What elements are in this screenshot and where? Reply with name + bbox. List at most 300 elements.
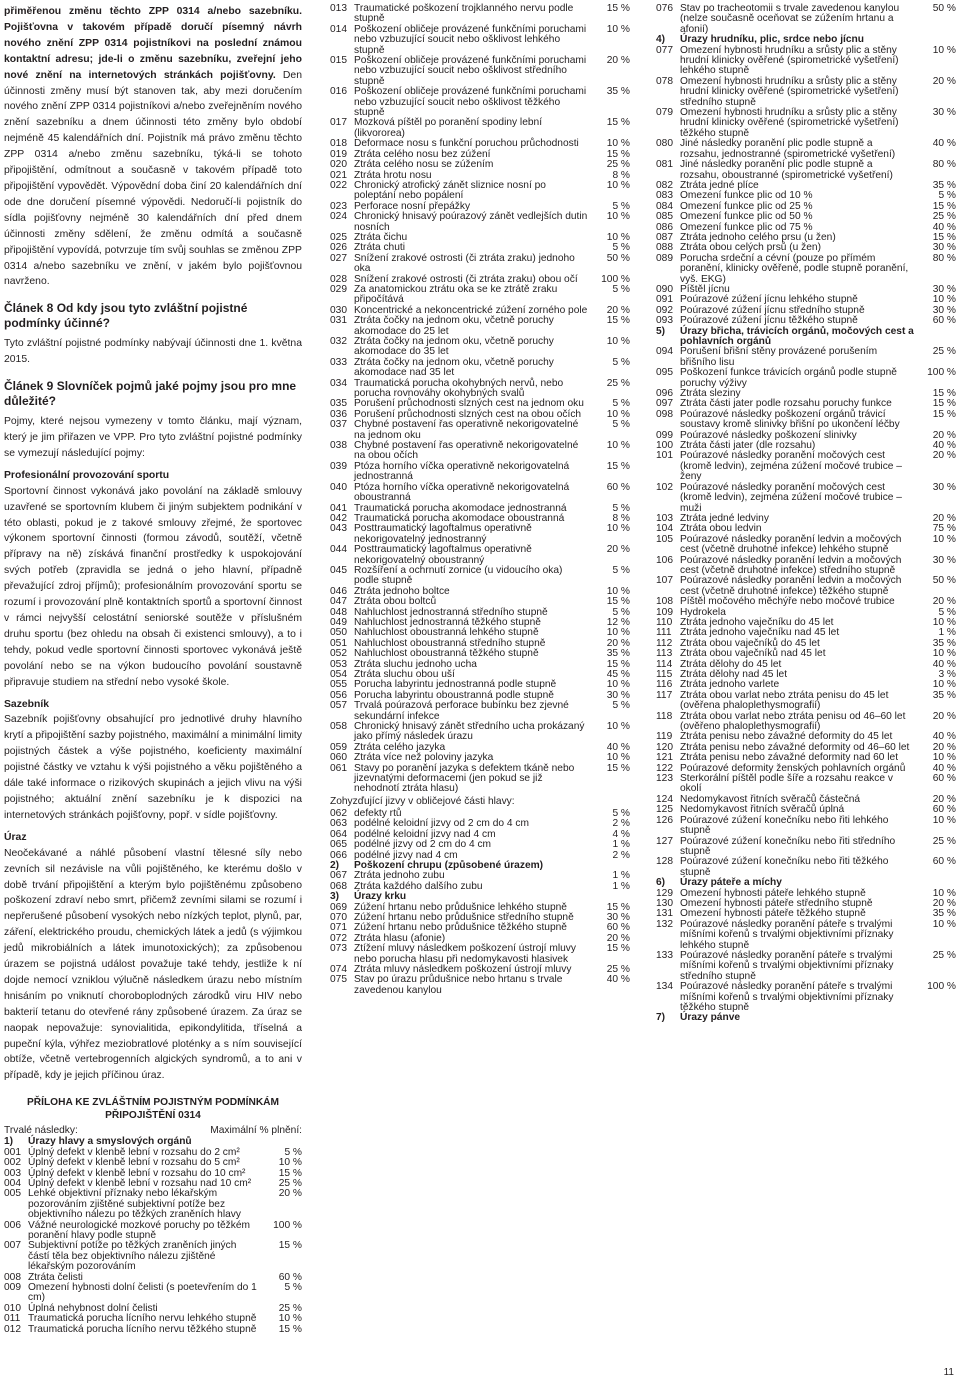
item-number: 132 [656, 918, 673, 930]
list-item [330, 118, 630, 139]
term-professional-sport-text: Sportovní činnost vykonává jako povolání na základě smlouvy uzavřené se sportovním klubem či jiným subjektem podnikání v této oblasti, pokud je z takové smlouvy zřejmé, že sportovec výkonem sportovní činnosti (formou závodů, soutěží, včetně přípravy na ně) získává finanční prostředky k uspokojování svých potřeb (zpravidla se jedná o jeho hlavní, případně převažující zdroj příjmů); profesionálním provozování sportu se rozumí i provozování plně kontaktních sportů a sportovní činnost v rámci nejvyšší celostátní seniorské soutěže v příslušném druhu sportu (bez ohledu na obsah či existenci smlouvy), a to i tehdy, pokud vedle sportovní činnosti sportovec vykonává ještě povolání nebo se na výkon budoucího povolání soustavně připravuje studiem na střední nebo vysoké škole. [4, 485, 302, 688]
item-text: Chronický hnisavý poúrazový zánět vedlejších dutin nosních [354, 211, 588, 233]
item-number: 034 [330, 377, 347, 389]
item-text: Ztížení mluvy následkem poškození ústrojí mluvy nebo porucha hlasu při nedomykavosti hlasivek [354, 943, 576, 965]
item-number: 093 [656, 315, 673, 327]
injury-list [656, 347, 956, 878]
item-number: 062 [330, 807, 347, 819]
section-number: 5) [656, 325, 666, 337]
item-percent: 45 % [606, 669, 630, 680]
item-number: 067 [330, 870, 347, 882]
item-percent: 20 % [932, 793, 956, 805]
injury-list [4, 1148, 302, 1335]
item-text: Porušení průchodnosti slzných cest na jednom oku [354, 398, 584, 410]
item-number: 117 [656, 689, 673, 701]
item-number: 075 [330, 974, 347, 986]
item-number: 059 [330, 741, 347, 753]
item-number: 060 [330, 752, 347, 764]
item-percent: 10 % [606, 23, 630, 35]
list-item [330, 764, 630, 795]
item-number: 008 [4, 1271, 21, 1283]
item-percent: 10 % [278, 1157, 302, 1169]
item-text: Porucha labyrintu oboustranná podle stupně [354, 689, 554, 701]
item-number: 004 [4, 1177, 21, 1189]
item-number: 104 [656, 523, 673, 535]
item-number: 040 [330, 481, 347, 493]
item-number: 064 [330, 828, 347, 840]
item-percent: 15 % [606, 658, 630, 670]
item-text: Jiné následky poranění plic podle stupně a rozsahu, oboustranné (spirometrické vyšetření) [680, 159, 893, 181]
page-number: 11 [943, 1367, 954, 1378]
list-item [330, 379, 630, 400]
list-item [330, 181, 630, 202]
item-number: 019 [330, 148, 347, 160]
item-number: 088 [656, 242, 673, 254]
list-item [330, 316, 630, 337]
list-item [656, 160, 956, 181]
injury-list [330, 903, 630, 997]
item-number: 051 [330, 637, 347, 649]
item-percent: 50 % [932, 3, 956, 14]
section-label: Úrazy hrudníku, plic, srdce nebo jícnu [680, 34, 864, 46]
item-percent: 40 % [932, 658, 956, 670]
item-text: Ztráta více než poloviny jazyka [354, 752, 494, 764]
item-number: 052 [330, 648, 347, 660]
item-text: Ztráta obou ledvin [680, 523, 762, 535]
item-number: 043 [330, 523, 347, 535]
item-text: Ztráta jedné ledviny [680, 512, 769, 524]
item-percent: 10 % [606, 336, 630, 347]
item-number: 065 [330, 839, 347, 851]
item-text: Úplný defekt v klenbě lební v rozsahu do 5 cm² [28, 1157, 240, 1169]
item-percent: 15 % [606, 943, 630, 955]
item-number: 014 [330, 23, 347, 35]
item-number: 007 [4, 1240, 21, 1252]
item-number: 110 [656, 616, 673, 628]
item-number: 066 [330, 849, 347, 861]
item-text: Vážné neurologické mozkové poruchy po těžkém poranění hlavy podle stupně [28, 1219, 250, 1241]
list-item [656, 108, 956, 139]
item-number: 121 [656, 752, 673, 764]
item-percent: 5 % [612, 700, 630, 712]
item-number: 123 [656, 773, 673, 785]
list-item [656, 774, 956, 795]
item-percent: 15 % [278, 1167, 302, 1179]
item-percent: 1 % [938, 627, 956, 639]
item-number: 080 [656, 138, 673, 150]
list-item [330, 420, 630, 441]
item-percent: 40 % [932, 731, 956, 743]
term-sazebnik-text: Sazebník pojišťovny obsahující pro jednotlivé druhy hlavního krytí a připojištění sazby pojistného, maximální a minimální limity pojistných částek a výše pojistného, koeficienty maximální pojistné částky ve vztahu k výši pojistného a věku pojištěného a dále také informace o rizikových skupinách a jejich vlivu na výši pojistného; aktuální znění sazebníku je k dispozici na internetových stránkách pojišťovny, popř. v sídle pojišťovny. [4, 714, 302, 821]
item-percent: 25 % [278, 1302, 302, 1314]
item-number: 095 [656, 367, 673, 379]
item-percent: 5 % [612, 419, 630, 431]
item-number: 120 [656, 741, 673, 753]
item-number: 072 [330, 932, 347, 944]
item-number: 057 [330, 700, 347, 712]
list-item [656, 951, 956, 982]
item-number: 133 [656, 949, 673, 961]
column-right [656, 4, 956, 1024]
item-number: 003 [4, 1167, 21, 1179]
item-text: Omezení hybnosti dolní čelisti (s poetevřením do 1 cm) [28, 1281, 257, 1304]
item-percent: 4 % [612, 828, 630, 840]
item-number: 103 [656, 512, 673, 524]
list-item [656, 712, 956, 733]
item-number: 028 [330, 273, 347, 285]
item-percent: 20 % [932, 75, 956, 87]
item-text: Omezení funkce plic od 25 % [680, 200, 813, 212]
item-number: 048 [330, 606, 347, 618]
section-label: Úrazy páteře a míchy [680, 877, 782, 889]
item-percent: 10 % [932, 679, 956, 691]
item-number: 112 [656, 637, 673, 649]
item-percent: 30 % [932, 481, 956, 493]
column-middle [330, 4, 630, 996]
item-number: 073 [330, 943, 347, 955]
item-text: Ptóza horního víčka operativně nekorigovatelná jednostranná [354, 460, 570, 483]
item-percent: 10 % [606, 721, 630, 733]
item-number: 032 [330, 336, 347, 347]
item-number: 010 [4, 1302, 21, 1314]
item-number: 042 [330, 512, 347, 524]
section-heading [330, 892, 630, 902]
item-percent: 25 % [932, 346, 956, 358]
item-number: 085 [656, 211, 673, 223]
item-percent: 20 % [932, 512, 956, 524]
item-text: Subjektivní potíže po těžkých zraněních jiných částí těla bez objektivního nálezu zjištěné lékařským pozorováním [28, 1240, 237, 1273]
item-percent: 20 % [932, 429, 956, 441]
list-item [656, 77, 956, 108]
item-number: 009 [4, 1281, 21, 1293]
item-percent: 60 % [932, 804, 956, 816]
item-number: 077 [656, 44, 673, 56]
list-item [330, 25, 630, 56]
item-text: Zúžení hrtanu nebo průdušnice těžkého stupně [354, 922, 567, 934]
item-number: 094 [656, 346, 673, 358]
item-percent: 30 % [932, 554, 956, 566]
item-text: Poúrazové následky poranění páteře s trvalými míšními kořenů s trvalými objektivními příznaky středního stupně [680, 949, 894, 982]
item-number: 116 [656, 679, 673, 691]
item-text: Ztráta hlasu (afonie) [354, 932, 446, 944]
item-text: Trvalá poúrazová perforace bubínku bez zjevné sekundární infekce [354, 700, 569, 722]
item-text: Ztráta dělohy nad 45 let [680, 669, 788, 680]
item-number: 068 [330, 880, 347, 892]
list-item [330, 254, 630, 275]
item-number: 091 [656, 294, 673, 306]
item-percent: 15 % [932, 408, 956, 420]
item-number: 113 [656, 648, 673, 660]
item-percent: 5 % [612, 200, 630, 212]
item-percent: 30 % [606, 911, 630, 923]
item-percent: 15 % [606, 3, 630, 14]
item-percent: 5 % [284, 1146, 302, 1158]
item-number: 078 [656, 75, 673, 87]
item-text: Ztráta jednoho boltce [354, 585, 450, 597]
item-text: Poúrazové následky poranění páteře s trvalými míšními kořenů s trvalými objektivními příznaky těžkého stupně [680, 981, 894, 1013]
list-item [4, 1189, 302, 1220]
item-text: Omezení hybnosti páteře těžkého stupně [680, 908, 866, 920]
list-item [656, 347, 956, 368]
list-item [656, 254, 956, 285]
item-text: Rozšíření a ochrnutí zornice (u vidoucího oka) podle stupně [354, 564, 563, 587]
item-number: 038 [330, 440, 347, 452]
item-percent: 15 % [606, 148, 630, 160]
section-number: 3) [330, 891, 340, 903]
item-number: 084 [656, 200, 673, 212]
item-percent: 30 % [932, 107, 956, 119]
injury-list [330, 871, 630, 892]
item-number: 119 [656, 731, 673, 743]
item-number: 100 [656, 440, 673, 452]
term-sazebnik: Sazebník [4, 698, 50, 710]
item-text: Úplný defekt v klenbě lební v rozsahu nad 10 cm² [28, 1177, 252, 1189]
item-text: Nahluchlost oboustranná lehkého stupně [354, 627, 539, 639]
item-number: 012 [4, 1323, 21, 1335]
item-percent: 35 % [932, 908, 956, 920]
item-percent: 20 % [932, 897, 956, 909]
item-text: Ztráta chuti [354, 242, 405, 254]
item-text: Poškození obličeje provázené funkčními poruchami nebo vzbuzující soucit nebo ošklivost středního stupně [354, 55, 587, 87]
item-number: 006 [4, 1219, 21, 1231]
item-text: Poúrazové zúžení jícnu těžkého stupně [680, 315, 858, 327]
item-percent: 30 % [932, 242, 956, 254]
item-text: Porušení průchodnosti slzných cest na obou očích [354, 408, 582, 420]
item-number: 037 [330, 419, 347, 431]
item-number: 131 [656, 908, 673, 920]
item-text: Ztráta obou vaječníků do 45 let [680, 637, 820, 649]
item-percent: 35 % [606, 648, 630, 660]
item-text: Perforace nosní přepážky [354, 200, 471, 212]
list-item [330, 722, 630, 743]
item-percent: 10 % [606, 138, 630, 150]
item-percent: 15 % [932, 398, 956, 410]
item-number: 024 [330, 211, 347, 223]
item-text: Ztráta jednoho vaječníku nad 45 let [680, 627, 840, 639]
injury-list [656, 4, 956, 35]
item-percent: 75 % [932, 523, 956, 535]
list-item [656, 139, 956, 160]
item-number: 101 [656, 450, 673, 462]
item-percent: 60 % [606, 481, 630, 493]
item-percent: 10 % [932, 44, 956, 56]
item-number: 030 [330, 304, 347, 316]
item-percent: 5 % [612, 807, 630, 819]
item-number: 092 [656, 304, 673, 316]
item-percent: 8 % [612, 512, 630, 524]
item-number: 099 [656, 429, 673, 441]
item-number: 035 [330, 398, 347, 410]
item-number: 063 [330, 818, 347, 830]
item-percent: 12 % [606, 616, 630, 628]
list-item [330, 975, 630, 996]
item-percent: 20 % [606, 55, 630, 67]
item-number: 097 [656, 398, 673, 410]
item-percent: 100 % [927, 981, 956, 993]
item-percent: 10 % [606, 752, 630, 764]
list-item [656, 46, 956, 77]
list-item [4, 1221, 302, 1242]
list-item [4, 1325, 302, 1335]
item-text: Traumatická porucha akomodace jednostranná [354, 502, 567, 514]
list-item [656, 857, 956, 878]
item-text: Ptóza horního víčka operativně nekorigovatelná oboustranná [354, 481, 570, 504]
item-text: Píštěl jícnu [680, 283, 730, 295]
section-number: 6) [656, 877, 666, 889]
item-number: 130 [656, 897, 673, 909]
item-percent: 10 % [932, 918, 956, 930]
item-percent: 50 % [932, 575, 956, 587]
item-number: 001 [4, 1146, 21, 1158]
item-percent: 20 % [606, 544, 630, 556]
item-text: Omezení hybnosti páteře lehkého stupně [680, 887, 866, 899]
item-text: Poúrazové následky poranění močových cest (kromě ledvin), zejména zúžení močové trubice – ženy [680, 450, 902, 483]
item-percent: 5 % [612, 502, 630, 514]
list-item [656, 212, 956, 222]
item-number: 053 [330, 658, 347, 670]
item-number: 079 [656, 107, 673, 119]
item-text: Hydrokela [680, 606, 726, 618]
item-number: 054 [330, 669, 347, 680]
item-percent: 20 % [932, 450, 956, 462]
item-number: 046 [330, 585, 347, 597]
item-number: 016 [330, 86, 347, 98]
item-text: Nedomykavost řitních svěračů částečná [680, 793, 861, 805]
term-uraz: Úraz [4, 831, 27, 843]
list-item [330, 840, 630, 850]
item-text: Snížení zrakové ostrosti (či ztráta zraku) obou očí [354, 273, 578, 285]
article-9-text: Pojmy, které nejsou vymezeny v tomto článku, mají význam, který je jim přiřazen ve VPP. Pro tyto zvláštní pojistné podmínky se vymezují následující pojmy: [4, 416, 302, 459]
item-text: Omezení hybnosti páteře středního stupně [680, 897, 873, 909]
item-text: Ztráta jednoho varlete [680, 679, 780, 691]
item-percent: 5 % [612, 356, 630, 368]
item-text: Lehké objektivní příznaky nebo lékařským pozorováním zjištěné subjektivní potíže bez objektivního nálezu po těžkých zraněních hlavy [28, 1188, 241, 1221]
item-percent: 5 % [612, 242, 630, 254]
item-percent: 20 % [606, 304, 630, 316]
item-percent: 10 % [278, 1313, 302, 1325]
intro-text: Den účinnosti změny musí být stanoven tak, aby mezi doručením nového znění ZPP 0314 pojistníkovi a/nebo zveřejněním nového znění sazebníku a dnem účinnosti této změny bylo období nejméně 45 kalendářních dní. Pojistník má právo změnu těchto ZPP 0314 a/nebo změnu sazebníku, týká-li se tohoto připojištění, odmítnout a současně v takovém případě toto připojištění vypovědět. Výpovědní doba činí 20 kalendářních dní ode dne doručení písemné výpovědi. Nedoručí-li pojistník do sídla pojišťovny nejméně 30 kalendářních dní před dnem účinnosti změny sdělení, že změnu odmítá a současně připojištění vypovídá, potvrzuje tím svůj souhlas se změnou ZPP 0314 a/nebo sazebníku ve znění, v jakém bylo pojišťovnou navrženo. [4, 69, 302, 288]
item-percent: 40 % [606, 974, 630, 986]
item-percent: 15 % [606, 762, 630, 774]
item-text: Ztráta mluvy následkem poškození ústrojí mluvy [354, 963, 572, 975]
item-text: Traumatické poškození trojklanného nervu podle stupně [354, 3, 574, 25]
item-text: Jiné následky poranění plic podle stupně a rozsahu, jednostranné (spirometrické vyšetření) [680, 138, 896, 160]
article-8-heading: Článek 8 Od kdy jsou tyto zvláštní pojistné podmínky účinné? [4, 301, 248, 331]
scars-heading: Zohyzďující jizvy v obličejové části hlavy: [330, 795, 515, 807]
item-percent: 35 % [606, 86, 630, 98]
list-item [656, 691, 956, 712]
item-percent: 1 % [612, 880, 630, 892]
section-label: Úrazy krku [354, 891, 407, 903]
item-number: 047 [330, 596, 347, 608]
item-percent: 3 % [938, 669, 956, 680]
section-label: Úrazy hlavy a smyslových orgánů [28, 1136, 192, 1148]
section-heading [656, 878, 956, 888]
term-professional-sport: Profesionální provozování sportu [4, 469, 170, 481]
item-text: Poúrazové následky poranění páteře s trvalými míšními kořenů s trvalými objektivními příznaky lehkého stupně [680, 918, 894, 951]
item-percent: 10 % [932, 533, 956, 545]
item-text: Poúrazové zúžení konečníku nebo řiti lehkého stupně [680, 814, 889, 837]
intro-paragraph [4, 4, 302, 290]
item-text: Ztráta obou vaječníků nad 45 let [680, 648, 826, 660]
list-item [656, 576, 956, 597]
item-text: Posttraumatický lagoftalmus operativně nekorigovatelný oboustranný [354, 544, 532, 566]
item-percent: 25 % [606, 159, 630, 171]
section-number: 4) [656, 34, 666, 46]
item-text: Zúžení hrtanu nebo průdušnice lehkého stupně [354, 901, 567, 913]
item-text: Poúrazové následky poranění močových cest (kromě ledvin), zejména zúžení močové trubice – muži [680, 481, 902, 514]
item-number: 076 [656, 3, 673, 14]
item-number: 111 [656, 627, 672, 639]
list-item [656, 535, 956, 556]
item-text: podélné keloidní jizvy nad 4 cm [354, 828, 496, 840]
injury-list [330, 4, 630, 795]
item-number: 122 [656, 762, 673, 774]
item-percent: 5 % [284, 1281, 302, 1293]
list-item [656, 410, 956, 431]
list-item [330, 597, 630, 607]
item-percent: 60 % [932, 856, 956, 868]
item-percent: 25 % [606, 963, 630, 975]
item-percent: 25 % [932, 835, 956, 847]
item-percent: 10 % [932, 887, 956, 899]
item-text: Chybné postavení řas operativně nekorigovatelné na jednom oku [354, 419, 579, 441]
item-percent: 20 % [606, 932, 630, 944]
item-number: 089 [656, 252, 673, 264]
item-number: 020 [330, 159, 347, 171]
section-label: Poškození chrupu (způsobené úrazem) [354, 859, 544, 871]
item-percent: 10 % [606, 440, 630, 452]
list-item [330, 701, 630, 722]
list-item [330, 483, 630, 504]
list-item [330, 441, 630, 462]
item-text: defekty rtů [354, 807, 402, 819]
item-percent: 100 % [273, 1219, 302, 1231]
list-item [656, 483, 956, 514]
annex-left-label: Trvalé následky: [4, 1125, 78, 1137]
item-percent: 5 % [612, 398, 630, 410]
item-number: 049 [330, 616, 347, 628]
list-item [330, 566, 630, 587]
item-text: Ztráta čočky na jednom oku, včetně poruchy akomodace do 35 let [354, 336, 554, 358]
item-number: 074 [330, 963, 347, 975]
item-text: Omezení funkce plic od 75 % [680, 221, 813, 233]
item-text: Ztráta penisu nebo závažné deformity od 46–60 let [680, 741, 910, 753]
item-percent: 10 % [606, 523, 630, 535]
item-text: Ztráta obou varlat nebo ztráta penisu do 45 let (ověřena phaloplethysmografií) [680, 689, 889, 712]
list-item [330, 944, 630, 965]
item-percent: 5 % [938, 606, 956, 618]
item-number: 083 [656, 190, 673, 202]
item-number: 082 [656, 179, 673, 191]
item-text: Ztráta celého nosu se zúžením [354, 159, 494, 171]
item-percent: 10 % [606, 627, 630, 639]
item-number: 108 [656, 596, 673, 608]
item-text: Poškození obličeje provázené funkčními poruchami nebo vzbuzující soucit nebo ošklivost lehkého stupně [354, 23, 587, 56]
item-number: 023 [330, 200, 347, 212]
item-number: 115 [656, 669, 673, 680]
list-item [330, 212, 630, 233]
item-percent: 20 % [932, 741, 956, 753]
item-text: Porucha srdeční a cévní (pouze po přímém poranění, klinicky ověřené, podle stupně poranění, vyš. EKG) [680, 252, 909, 285]
list-item [330, 337, 630, 358]
item-percent: 60 % [932, 773, 956, 785]
item-number: 011 [4, 1313, 21, 1325]
list-item [330, 87, 630, 118]
item-text: Za anatomickou ztrátu oka se ke ztrátě zraku připočítává [354, 283, 558, 306]
list-item [330, 56, 630, 87]
item-percent: 2 % [612, 849, 630, 861]
